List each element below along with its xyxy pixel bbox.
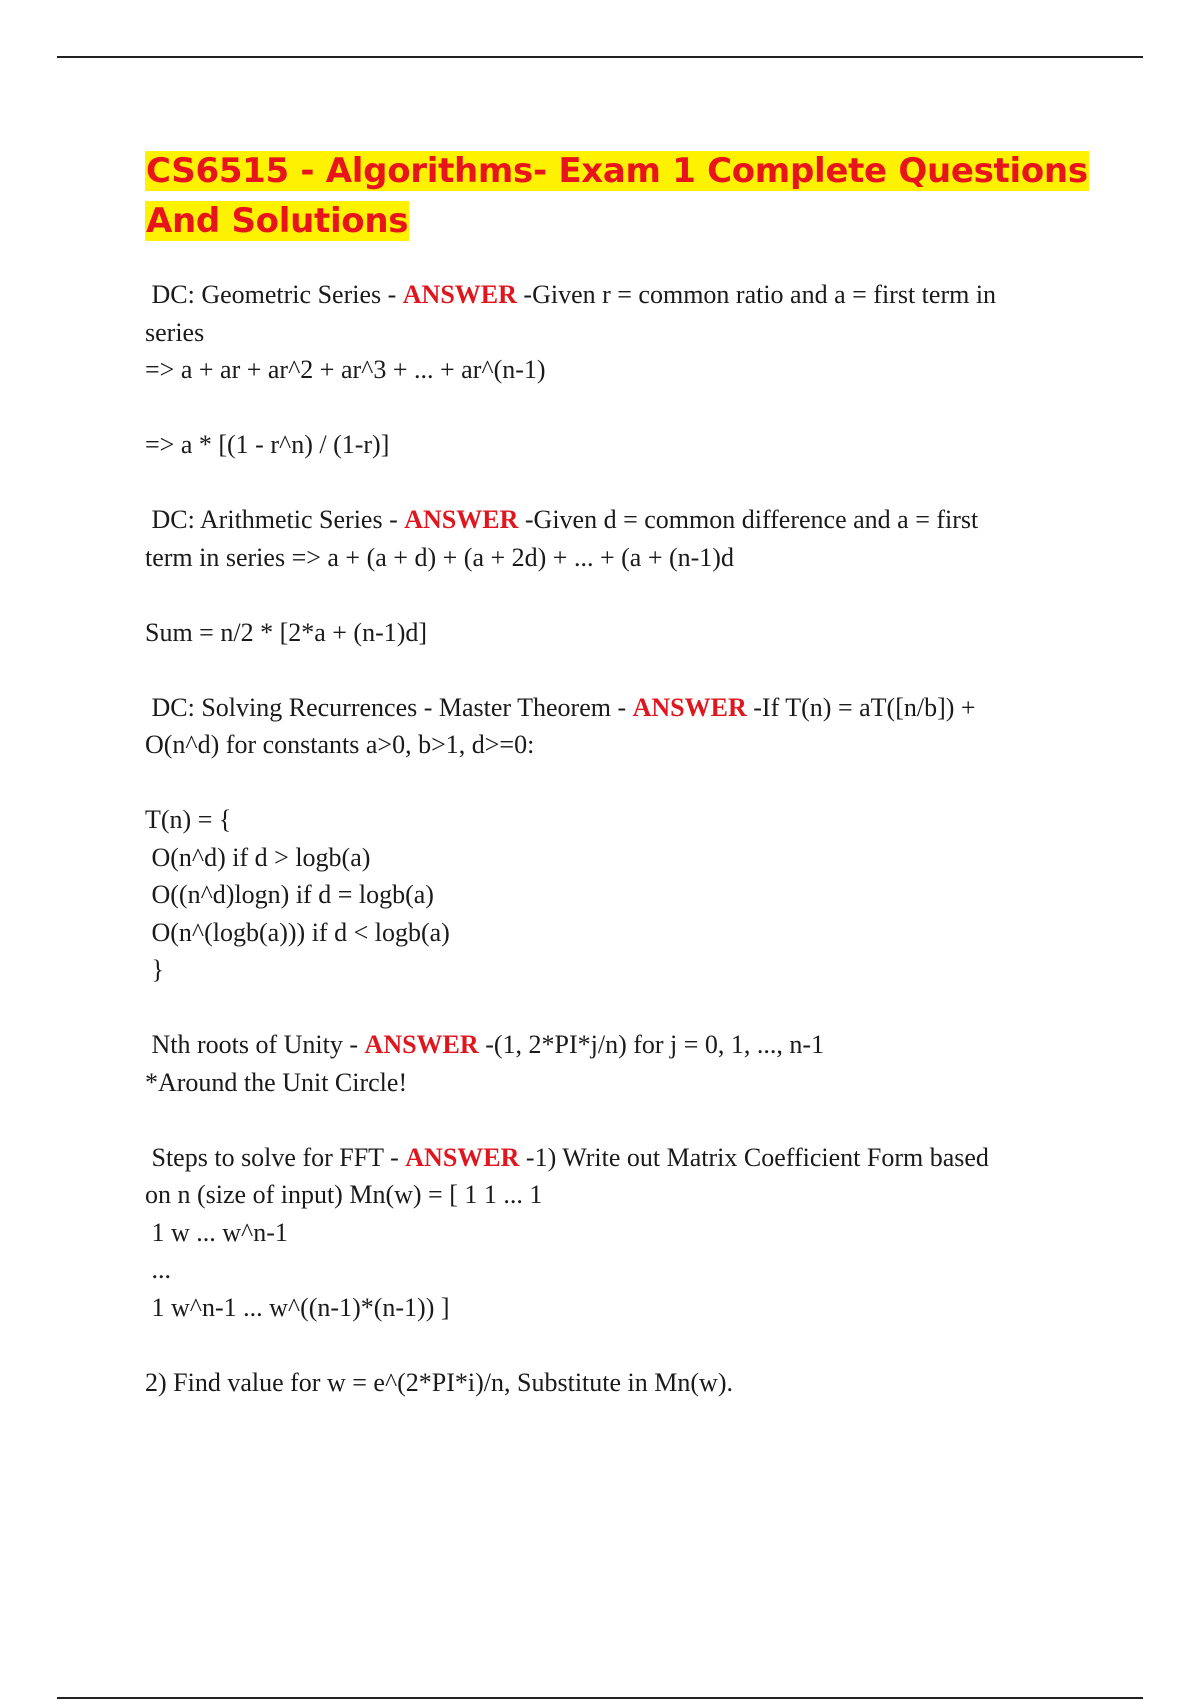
answer-line: 1 w ... w^n-1 <box>145 1217 288 1247</box>
document-body <box>145 146 1095 1401</box>
answer-line: O(n^(logb(a))) if d < logb(a) <box>145 917 450 947</box>
answer-line: => a * [(1 - r^n) / (1-r)] <box>145 430 390 459</box>
qa-fft-steps <box>145 1139 1095 1402</box>
answer-line: } <box>145 955 164 984</box>
top-rule <box>57 56 1143 58</box>
answer-line: O((n^d)logn) if d = logb(a) <box>145 880 434 909</box>
qa-geometric-series <box>145 276 1095 464</box>
blank-line <box>145 464 1095 502</box>
question-text: Steps to solve for FFT - <box>145 1142 406 1172</box>
answer-line: O(n^d) if d > logb(a) <box>145 842 371 872</box>
answer-text: -(1, 2*PI*j/n) for j = 0, 1, ..., n-1 <box>478 1030 825 1059</box>
qa-nth-roots-of-unity <box>145 1026 1095 1101</box>
question-text: DC: Geometric Series - <box>145 280 403 309</box>
answer-line: term in series => a + (a + d) + (a + 2d) + ... + (a + (n-1)d <box>145 542 734 572</box>
answer-line: on n (size of input) Mn(w) = [ 1 1 ... 1 <box>145 1180 543 1209</box>
answer-label: ANSWER <box>405 1142 520 1172</box>
title-line-1: CS6515 - Algorithms- Exam 1 Complete Questions <box>146 151 1088 191</box>
answer-label: ANSWER <box>402 280 517 309</box>
answer-line: Sum = n/2 * [2*a + (n-1)d] <box>145 617 428 647</box>
question-line <box>145 1139 1095 1177</box>
answer-line: O(n^d) for constants a>0, b>1, d>=0: <box>145 730 535 759</box>
question-text: DC: Solving Recurrences - Master Theorem - <box>145 692 633 722</box>
question-line <box>145 689 1095 727</box>
title-line-2: And Solutions <box>146 201 409 241</box>
answer-line: ... <box>145 1255 171 1284</box>
question-line <box>145 1026 1095 1064</box>
blank-line <box>145 389 1095 427</box>
answer-line: T(n) = { <box>145 805 232 834</box>
blank-line <box>145 651 1095 689</box>
qa-arithmetic-series <box>145 501 1095 651</box>
answer-label: ANSWER <box>364 1030 479 1059</box>
blank-line <box>145 764 1095 802</box>
answer-line: 2) Find value for w = e^(2*PI*i)/n, Substitute in Mn(w). <box>145 1367 733 1397</box>
blank-line <box>145 989 1095 1027</box>
answer-text: -1) Write out Matrix Coefficient Form based <box>519 1142 989 1172</box>
blank-line <box>145 1101 1095 1139</box>
answer-text: -Given d = common difference and a = first <box>518 505 979 534</box>
bottom-rule <box>57 1697 1143 1699</box>
qa-master-theorem <box>145 689 1095 989</box>
answer-text: -If T(n) = aT([n/b]) + <box>746 692 976 722</box>
blank-line <box>145 576 1095 614</box>
blank-line <box>145 1326 1095 1364</box>
document-title <box>145 146 1095 246</box>
answer-line: 1 w^n-1 ... w^((n-1)*(n-1)) ] <box>145 1292 450 1322</box>
answer-label: ANSWER <box>404 505 519 534</box>
answer-line: => a + ar + ar^2 + ar^3 + ... + ar^(n-1) <box>145 355 546 384</box>
question-line <box>145 501 1095 539</box>
answer-line: *Around the Unit Circle! <box>145 1067 408 1097</box>
answer-line: series <box>145 317 205 347</box>
question-text: DC: Arithmetic Series - <box>145 505 405 534</box>
question-line <box>145 276 1095 314</box>
question-text: Nth roots of Unity - <box>145 1030 365 1059</box>
answer-text: -Given r = common ratio and a = first term in <box>516 280 997 309</box>
answer-label: ANSWER <box>632 692 747 722</box>
